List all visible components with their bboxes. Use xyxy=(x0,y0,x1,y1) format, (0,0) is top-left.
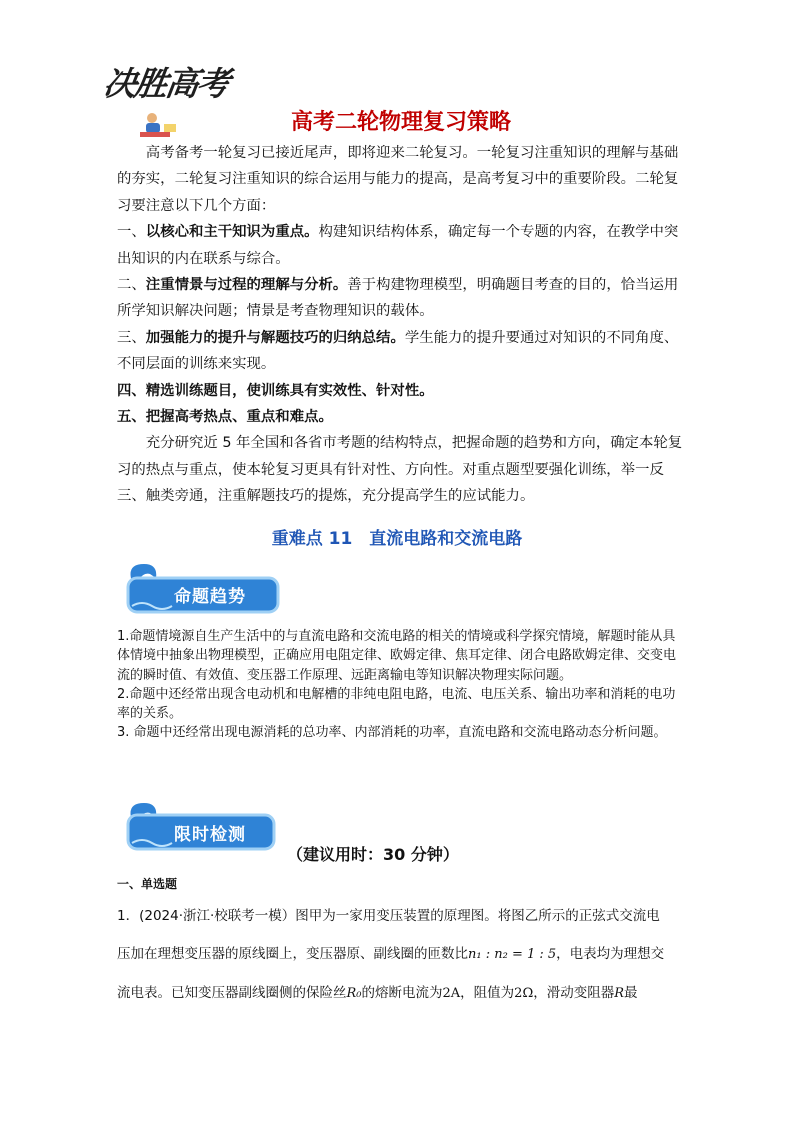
strategy-point: 一、以核心和主干知识为重点。构建知识结构体系，确定每一个专题的内容，在教学中突出知识的内在联系与综合。 xyxy=(117,224,679,267)
intro-closing-paragraph: 充分研究近 5 年全国和各省市考题的结构特点，把握命题的趋势和方向，确定本轮复习的热点与重点，使本轮复习更具有针对性、方向性。对重点题型要强化训练，举一反三、触类旁通，注重解题技巧的提炼，充分提高学生的应试能力。 xyxy=(117,435,683,505)
page-title: 高考二轮物理复习策略 xyxy=(290,110,511,135)
test-banner-label: 限时检测 xyxy=(174,825,246,845)
strategy-point: 二、注重情景与过程的理解与分析。善于构建物理模型，明确题目考查的目的，恰当运用所学知识解决问题；情景是考查物理知识的载体。 xyxy=(117,277,679,320)
question-section-heading: 一、单选题 xyxy=(117,877,178,891)
section-title: 重难点 11 直流电路和交流电路 xyxy=(271,529,523,549)
fuse-symbol: R₀ xyxy=(346,986,362,1001)
logo xyxy=(100,58,231,138)
test-banner xyxy=(118,799,278,855)
trend-section xyxy=(117,627,683,743)
question-line: 压加在理想变压器的原线圈上，变压器原、副线圈的匝数比n₁ : n₂ = 1 : 5，电表均为理想交 xyxy=(117,946,665,962)
strategy-point: 五、把握高考热点、重点和难点。 xyxy=(117,409,333,426)
question-line: 1．(2024·浙江·校联考一模）图甲为一家用变压装置的原理图。将图乙所示的正弦式交流电 xyxy=(117,908,660,924)
student-reading-icon xyxy=(138,110,188,140)
turns-ratio: n₁ : n₂ = 1 : 5 xyxy=(468,947,557,962)
question-line: 流电表。已知变压器副线圈侧的保险丝R₀的熔断电流为2A，阻值为2Ω，滑动变阻器R最 xyxy=(117,985,638,1001)
suggested-time: （建议用时：30 分钟） xyxy=(287,845,459,864)
trend-item: 3. 命题中还经常出现电源消耗的总功率、内部消耗的功率，直流电路和交流电路动态分析问题。 xyxy=(117,725,667,741)
trend-banner-label: 命题趋势 xyxy=(174,587,246,607)
trend-item: 2.命题中还经常出现含电动机和电解槽的非纯电阻电路，电流、电压关系、输出功率和消耗的电功率的关系。 xyxy=(117,686,676,722)
question-1 xyxy=(117,897,687,1013)
strategy-point: 四、精选训练题目，使训练具有实效性、针对性。 xyxy=(117,382,434,399)
intro-paragraph: 高考备考一轮复习已接近尾声，即将迎来二轮复习。一轮复习注重知识的理解与基础的夯实，二轮复习注重知识的综合运用与能力的提高，是高考复习中的重要阶段。二轮复习要注意以下几个方面： xyxy=(117,145,679,214)
strategy-point: 三、加强能力的提升与解题技巧的归纳总结。学生能力的提升要通过对知识的不同角度、不同层面的训练来实现。 xyxy=(117,329,679,373)
trend-banner xyxy=(118,560,282,618)
intro-section xyxy=(117,140,683,510)
trend-item: 1.命题情境源自生产生活中的与直流电路和交流电路的相关的情境或科学探究情境，解题时能从具体情境中抽象出物理模型，正确应用电阻定律、欧姆定律、焦耳定律、闭合电路欧姆定律、交变电流的瞬时值、有效值、变压器工作原理、远距离输电等知识解决物理实际问题。 xyxy=(117,629,677,683)
logo-text: 决胜高考 xyxy=(100,64,231,103)
